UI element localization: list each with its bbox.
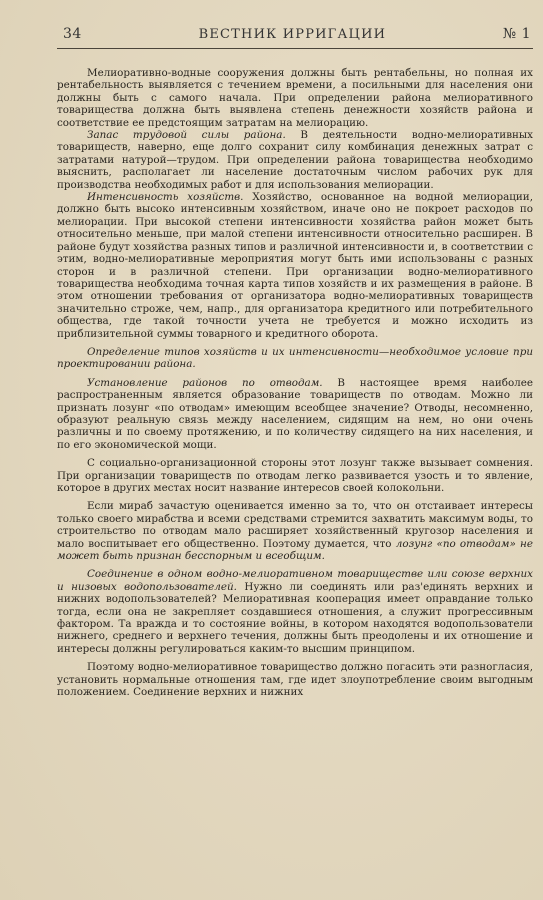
paragraph-text: Хозяйство, основанное на водной мелиорации, должно быть высоко интенсивным хозяйством, иначе оно не покроет расходов по мелиорации. При высокой степени интенсивности хозяйства район может быть относительно меньше, при малой степени интенсивности относительно расширен. В районе будут хозяйства разных типов и различной интенсивности и, в соответствии с этим, водно-мелиоративные мероприятия могут быть ими использованы с разных сторон и в различной степени. При организации водно-мелиоративного товарищества необходима точная карта типов хозяйств и их размещения в районе. В этом отношении требования от организатора водно-мелиоративных товариществ значительно строже, чем, напр., для организатора кредитного или потребительного общества, где такой точности учета не требуется и можно исходить из приблизительной суммы товарного и кредитного оборота. — [57, 191, 533, 340]
italic-conclusion: Определение типов хозяйств и их интенсивности—необходимое условие при проектировании района. — [57, 345, 533, 371]
paragraph-2 — [57, 129, 533, 191]
page-header — [57, 26, 533, 49]
paragraph-text: Если мираб зачастую оценивается именно за то, что он отстаивает интересы только своего мирабства и всеми средствами стремится захватить максимум воды, то строительство по отводам мало расширяет хозяйственный кругозор населения и мало воспитывает его общественно. Поэтому думается, что — [57, 500, 533, 550]
journal-title: ВЕСТНИК ИРРИГАЦИИ — [198, 27, 387, 42]
paragraph-6 — [57, 457, 533, 494]
section-heading-districts: Установление районов по отводам. — [87, 376, 323, 389]
paragraph-3 — [57, 191, 533, 340]
paragraph-text: Нужно ли соединять или раз'единять верхних и нижних водопользователей? Мелиоративная кооперация имеет оправдание только тогда, если она не закрепляет создавшиеся отношения, а служит прогрессивным фактором. Та вражда и то состояние войны, в котором находятся водопользователи нижнего, среднего и верхнего течения, должны быть преодолены и их отношение и интересы должны регулироваться каким-то высшим принципом. — [57, 580, 533, 655]
paragraph-text: В настоящее время наиболее распространенным является образование товариществ по отводам. Можно ли признать лозунг «по отводам» имеющим всеобщее значение? Отводы, несомненно, образуют реальную связь между населением, сидящим на нем, но они очень различны и по своему протяжению, и по количеству сидящего на них населения, и по его экономической мощи. — [57, 376, 533, 451]
section-heading-labor: Запас трудовой силы района. — [87, 129, 286, 142]
page-number: 34 — [63, 26, 82, 42]
paragraph-text: Мелиоративно-водные сооружения должны быть рентабельны, но полная их рентабельность выявляется с течением времени, а посильными для населения они должны быть с самого начала. При определении района мелиоративного товарищества должна быть выявлена степень денежности хозяйств района и соответствие ее предстоящим затратам на мелиорацию. — [57, 67, 533, 129]
paragraph-4 — [57, 346, 533, 371]
paragraph-8 — [57, 568, 533, 655]
paragraph-9 — [57, 661, 533, 698]
paragraph-text: С социально-организационной стороны этот лозунг также вызывает сомнения. При организации товариществ по отводам легко развивается узость и то явление, которое в других местах носит название интересов своей колокольни. — [57, 457, 533, 494]
paragraph-5 — [57, 377, 533, 451]
paragraph-text: Поэтому водно-мелиоративное товарищество должно погасить эти разногласия, установить нормальные отношения там, где идет злоупотребление своим выгодным положением. Соединение верхних и нижних — [57, 661, 533, 699]
paragraph-7 — [57, 500, 533, 562]
section-heading-intensity: Интенсивность хозяйств. — [87, 191, 244, 204]
paragraph-text: В деятельности водно-мелиоративных товариществ, наверно, еще долго сохранит силу комбинация денежных затрат с затратами натурой—трудом. При определении района товарищества необходимо выяснить, располагает ли население достаточным числом рабочих рук для производства необходимых работ и для использования мелиорации. — [57, 129, 533, 191]
paragraph-1 — [57, 67, 533, 129]
issue-number: № 1 — [502, 26, 531, 42]
italic-conclusion: лозунг «по отводам» не может быть признан бесспорным и всеобщим. — [57, 537, 533, 563]
section-heading-union: Соединение в одном водно-мелиоративном товариществе или союзе верхних и низовых водопользователей. — [57, 568, 533, 593]
